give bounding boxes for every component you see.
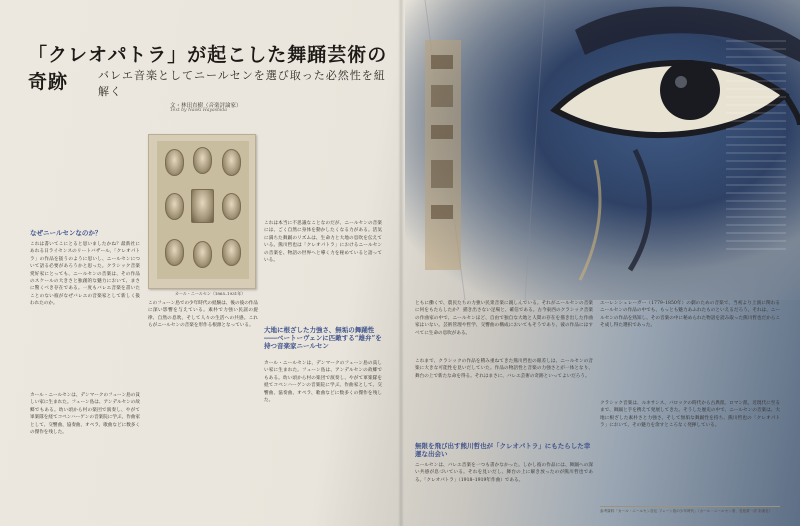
body-column-right-c: ニールセンは、バレエ音楽を一つも書かなかった。しかし彼の作品には、舞踊への深い共感が息づいている。それを見いだし、舞台の上に解き放ったのが熊川哲也である。「クレオパトラ」（1918–1919年作曲）である。 [415,463,593,483]
egyptian-fresco-image [405,0,800,300]
page-fold [398,0,404,526]
article-subtitle: バレエ音楽としてニールセンを選び取った必然性を紐解く [98,69,386,98]
portrait-6 [222,193,241,220]
portrait-8 [193,241,212,268]
body-column-left-b: これは本当に不思議なことなのだが、ニールセンの音楽には、ごく自然に身体を動かしたくなる力がある。活気に満ちた舞踊のリズムは、生命力と大地の息吹を伝えている。熊川哲也は「クレオパトラ」におけるニールセンの音楽を、物語の世界へと導く力を秘めていると語っている。 [264,221,382,264]
nielsen-photo [148,134,256,289]
body-column-left-c: カール・ニールセンは、デンマークのフューン島の貧しい家に生まれた。フューン島は、アンデルセンの故郷でもある。幼い頃から村の楽団で演奏し、やがて軍楽隊を経てコペンハーゲンの音楽院に学ぶ。作曲家として、交響曲、協奏曲、オペラ、歌曲などに数多くの傑作を残した。 [30,393,140,436]
section-heading-2: 大地に根ざした力強さ、無垢の舞踊性――ベートーヴェンに匹敵する“雄弁”を持つ音楽家ニールセン [264,326,382,350]
body-column-right-a: ともに働くで、農民たちの力強い民衆音楽に親しんでいる。それがニールセンの音楽に何をもたらしたか？ 描き出さない足場と、確信である。古今東西のクラシック音楽の作曲家の中で、ニールセンほど、自由で独自な大地と人間の存在を描き出した作曲家はいない。芸術管理や哲学、交響曲の構成においてもそうであり、彼の作品にはすべてに生命の息吹がある。 [415,301,593,336]
section-heading-1: なぜニールセンなのか？ [30,229,102,237]
portrait-4 [165,193,184,220]
section-heading-3: 無限を飛び出す熊川哲也が「クレオパトラ」にもたらした幸運な出会い [415,442,591,458]
portrait-1 [165,149,184,176]
portrait-7 [165,239,184,266]
article-title: 「クレオパトラ」が起こした舞踊芸術の奇跡 [28,44,388,93]
portrait-3 [222,149,241,176]
fresco-texture [726,40,786,250]
photo-caption: カール・ニールセン（1865–1931年） [175,291,246,296]
body-column-left-a: これは書いてこにとると思いましたかね？最新社にあれる日ライセンスのリートバザール、「クレオパトラ」の作品を扱うのように思いし、ニールセンについて語る必要があろうかと思った。クラシック音楽愛好家にとっても、ニールセンの音楽は、その作品のスケールの大きさと独創的な魅力において、まさに驚くべき存在である。一度もバレエ音楽を書いたことのない彼がなぜバレエの音楽家として新しく扱われたのか。 [30,242,140,307]
footnote-rule [600,506,780,507]
body-column-right-d: エーレンシュレーガー（1779–1850年）の劇のための音楽で、当初より上演に関わるニールセンの作品の中でも、もっとも魅力あふれたものといえるだろう。それは、ニールセンの作品を熟知し、その音楽の中に秘められた物語を読み取った熊川哲也だからこそ成し得た選択であった。 [600,301,780,329]
body-column-left-e: カール・ニールセンは、デンマークのフューン島の貧しい家に生まれた。フューン島は、アンデルセンの故郷でもある。幼い頃から村の楽団で演奏し、やがて軍楽隊を経てコペンハーゲンの音楽院に学ぶ。作曲家として、交響曲、協奏曲、オペラ、歌曲などに数多くの傑作を残した。 [264,361,382,404]
footnote: 参考資料「カール・ニールセン自伝 フューン島の少年時代」（カール・ニールセン著、長島要一訳 彩流社） [600,509,773,513]
portrait-center [191,189,214,223]
author-credit: 文・林田直樹（音楽評論家） [170,103,242,109]
body-column-left-d: このフューン島での少年時代の経験は、後の彼の作品に深い影響を与えている。素朴で力強い民謡の旋律、自然の息吹、そして人々の生活への共感。これらがニールセンの音楽を形作る根源となっている。 [148,301,258,329]
portrait-2 [193,147,212,174]
author-credit-en: Text by Naoki Hayashida [170,108,227,113]
body-column-right-b: これまで、クラシックの作品を積み重ねてきた熊川哲也の眼差しは、ニールセンの音楽に大きな可能性を見いだしていた。作品の物語性と音楽の力強さとが一体となり、舞台の上で新たな命を得る。それはまさに、バレエ芸術の奇跡といってよいだろう。 [415,359,593,379]
body-column-right-e: クラシック音楽は、ルネサンス、バロックの時代から古典派、ロマン派、近現代に至るまで、舞踊と手を携えて発展してきた。そうした歴史の中で、ニールセンの音楽は、大地に根ざした素朴さと力強さ、そして無垢な舞踊性を持ち、熊川哲也の「クレオパトラ」において、その魅力を余すところなく発揮している。 [600,401,780,429]
portrait-9 [222,239,241,266]
photo-mount [157,141,249,279]
